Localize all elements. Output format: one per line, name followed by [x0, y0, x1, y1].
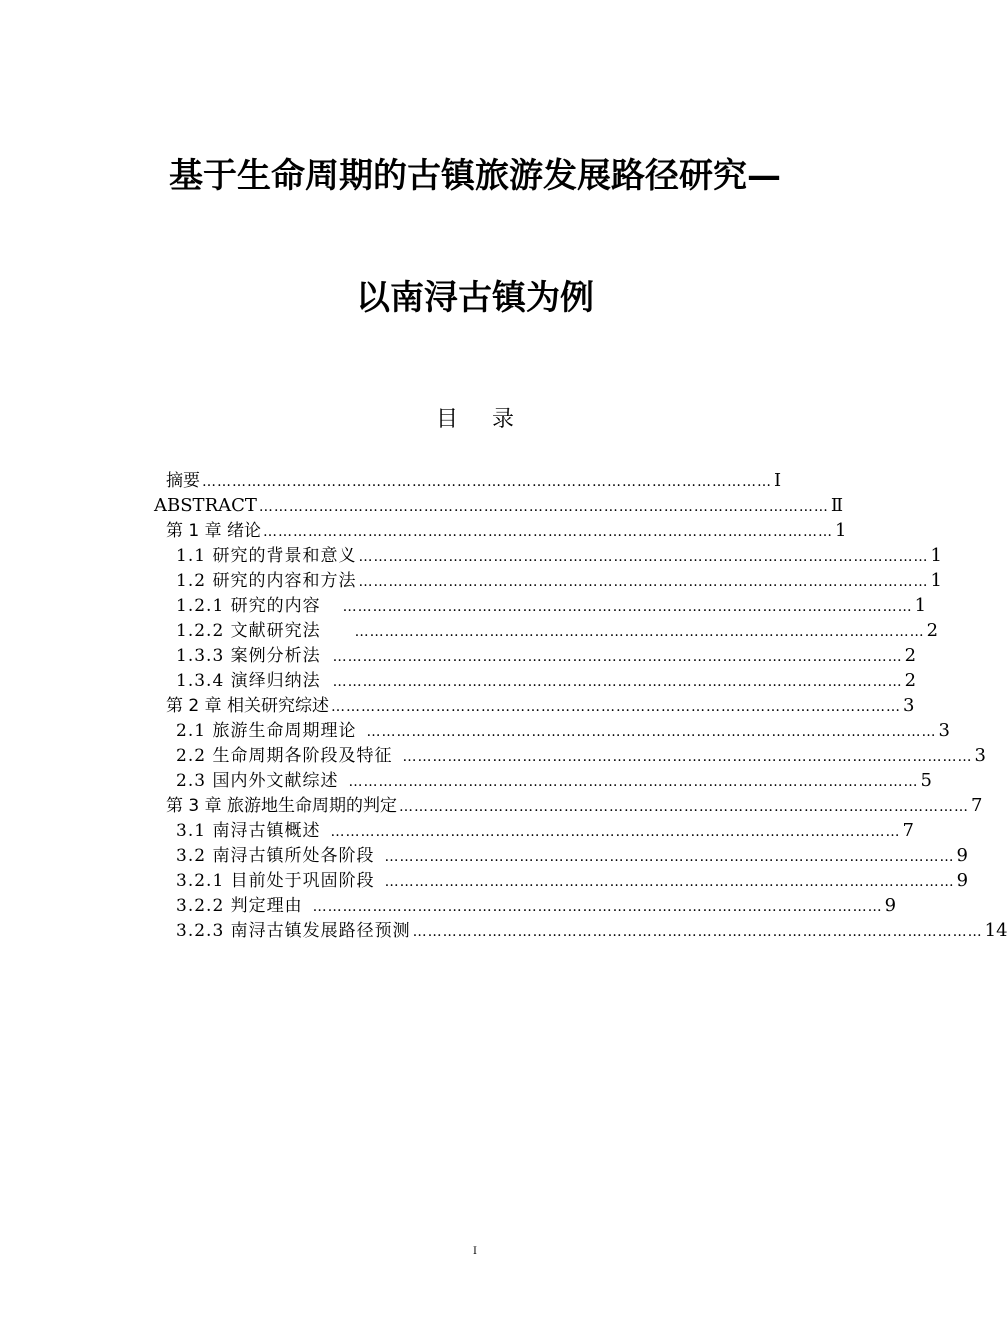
- toc-entry-page: 3: [903, 695, 915, 716]
- toc-entry-label: 3.2.3 南浔古镇发展路径预测: [176, 921, 411, 941]
- toc-leader-dots: ……………………………………………………………………………………………………: [384, 874, 955, 890]
- toc-leader-dots: ……………………………………………………………………………………………………: [342, 599, 913, 615]
- toc-entry-label: 1.2.2 文献研究法: [176, 621, 321, 641]
- toc-heading: 目录: [435, 407, 548, 432]
- toc-entry-page: 7: [902, 820, 914, 841]
- toc-entry-label: 第 2 章 相关研究综述: [166, 696, 330, 716]
- toc-leader-dots: ……………………………………………………………………………………………………: [258, 499, 829, 515]
- toc-entry-page: 7: [971, 795, 983, 816]
- toc-entry-1-3-4[interactable]: [176, 668, 917, 693]
- toc-entry-page: 2: [926, 620, 939, 641]
- toc-entry-1-3-3[interactable]: [176, 643, 917, 668]
- toc-leader-dots: ……………………………………………………………………………………………………: [358, 574, 929, 590]
- toc-entry-label: 3.2.1 目前处于巩固阶段: [176, 871, 375, 891]
- toc-leader-dots: ……………………………………………………………………………………………………: [312, 899, 883, 915]
- toc-entry-3-2-3[interactable]: [176, 918, 1008, 943]
- toc-entry-3-1[interactable]: [176, 818, 914, 843]
- toc-entry-page: 14: [984, 920, 1008, 941]
- toc-entry-label: 1.2.1 研究的内容: [176, 596, 321, 616]
- toc-leader-dots: ……………………………………………………………………………………………………: [348, 774, 919, 790]
- toc-entry-page: 9: [956, 845, 968, 866]
- toc-entry-label: 2.1 旅游生命周期理论: [176, 721, 357, 741]
- toc-entry-label: 第 3 章 旅游地生命周期的判定: [166, 796, 398, 816]
- toc-leader-dots: ……………………………………………………………………………………………………: [332, 649, 903, 665]
- document-title-line-2: 以南浔古镇为例: [356, 278, 594, 318]
- toc-leader-dots: ……………………………………………………………………………………………………: [263, 524, 834, 540]
- toc-entry-1-1[interactable]: [176, 543, 942, 568]
- toc-entry-page: 5: [920, 770, 932, 791]
- toc-entry-3-2[interactable]: [176, 843, 968, 868]
- toc-entry-label: 3.2 南浔古镇所处各阶段: [176, 846, 375, 866]
- toc-entry-page: 3: [974, 745, 986, 766]
- toc-entry-label: 1.3.4 演绎归纳法: [176, 671, 321, 691]
- toc-leader-dots: ……………………………………………………………………………………………………: [330, 824, 901, 840]
- toc-entry-chapter-3[interactable]: [166, 793, 983, 818]
- toc-entry-3-2-1[interactable]: [176, 868, 969, 893]
- document-title-line-1: 基于生命周期的古镇旅游发展路径研究—: [169, 156, 781, 196]
- toc-leader-dots: ……………………………………………………………………………………………………: [384, 849, 955, 865]
- toc-entry-label: 1.3.3 案例分析法: [176, 646, 321, 666]
- toc-leader-dots: ……………………………………………………………………………………………………: [366, 724, 937, 740]
- toc-entry-label: ABSTRACT: [154, 495, 257, 516]
- toc-entry-2-3[interactable]: [176, 768, 932, 793]
- toc-entry-label: 1.1 研究的背景和意义: [176, 546, 357, 566]
- toc-entry-label: 2.3 国内外文献综述: [176, 771, 339, 791]
- toc-entry-page: 9: [884, 895, 897, 916]
- toc-entry-label: 摘要: [166, 471, 200, 491]
- toc-entry-page: 2: [904, 670, 917, 691]
- toc-leader-dots: ……………………………………………………………………………………………………: [331, 699, 902, 715]
- toc-entry-page: 1: [930, 570, 942, 591]
- toc-entry-chapter-1[interactable]: [166, 518, 847, 543]
- toc-entry-label: 2.2 生命周期各阶段及特征: [176, 746, 393, 766]
- toc-leader-dots: ……………………………………………………………………………………………………: [354, 624, 925, 640]
- toc-leader-dots: ……………………………………………………………………………………………………: [399, 799, 970, 815]
- toc-entry-page: 1: [930, 545, 942, 566]
- toc-leader-dots: ……………………………………………………………………………………………………: [402, 749, 973, 765]
- toc-entry-2-1[interactable]: [176, 718, 950, 743]
- toc-entry-1-2-1[interactable]: [176, 593, 927, 618]
- toc-entry-page: Ⅱ: [830, 495, 844, 516]
- toc-entry-page: 9: [956, 870, 969, 891]
- toc-entry-label: 1.2 研究的内容和方法: [176, 571, 357, 591]
- footer-page-number: I: [473, 1246, 477, 1257]
- toc-leader-dots: ……………………………………………………………………………………………………: [332, 674, 903, 690]
- toc-entry-1-2-2[interactable]: [176, 618, 939, 643]
- toc-entry-3-2-2[interactable]: [176, 893, 897, 918]
- toc-entry-page: 1: [914, 595, 927, 616]
- toc-entry-label: 第 1 章 绪论: [166, 521, 262, 541]
- toc-entry-abstract-en[interactable]: [154, 493, 844, 518]
- toc-leader-dots: ……………………………………………………………………………………………………: [202, 474, 772, 490]
- toc-entry-page: 3: [938, 720, 950, 741]
- toc-entry-page: 2: [904, 645, 917, 666]
- toc-leader-dots: ……………………………………………………………………………………………………: [412, 924, 983, 940]
- toc-entry-chapter-2[interactable]: [166, 693, 915, 718]
- toc-entry-label: 3.2.2 判定理由: [176, 896, 303, 916]
- toc-entry-abstract-cn[interactable]: [166, 468, 782, 493]
- toc-entry-page: Ⅰ: [774, 470, 782, 491]
- toc-entry-1-2[interactable]: [176, 568, 942, 593]
- toc-entry-page: 1: [835, 520, 847, 541]
- toc-leader-dots: ……………………………………………………………………………………………………: [358, 549, 929, 565]
- toc-entry-label: 3.1 南浔古镇概述: [176, 821, 321, 841]
- toc-entry-2-2[interactable]: [176, 743, 986, 768]
